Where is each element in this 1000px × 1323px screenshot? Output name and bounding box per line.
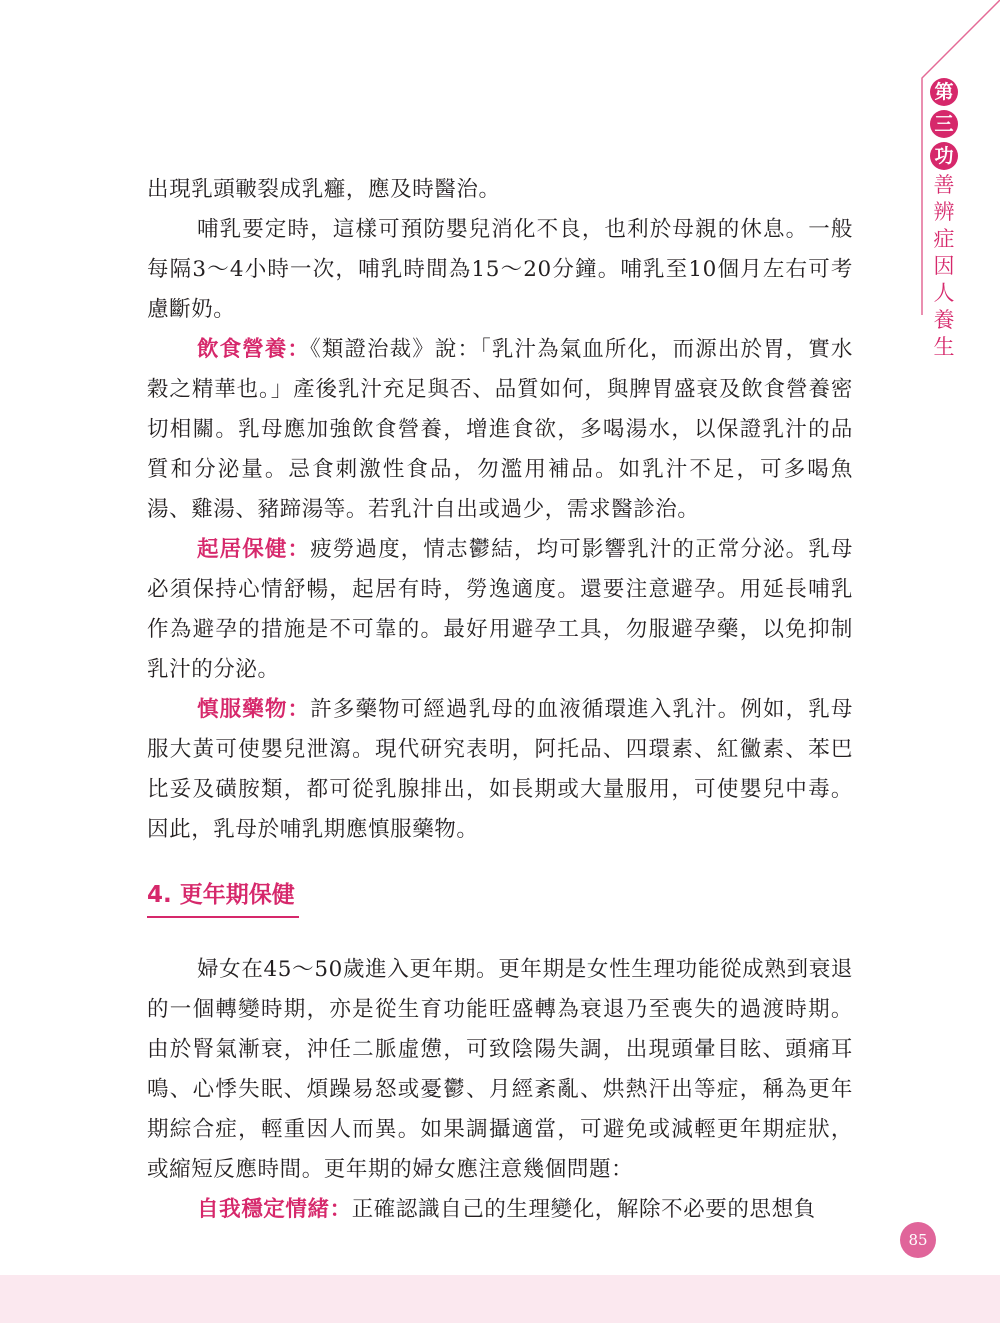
chapter-subtitle-char: 辨: [933, 200, 955, 224]
page-number: 85: [900, 1222, 936, 1258]
paragraph: [147, 530, 853, 690]
chapter-char: 第: [930, 78, 958, 106]
paragraph-text: 婦女在45～50歲進入更年期。更年期是女性生理功能從成熟到衰退的一個轉變時期，亦是從生育功能旺盛轉為衰退乃至喪失的過渡時期。由於腎氣漸衰，沖任二脈虛憊，可致陰陽失調，出現頭暈目眩、頭痛耳鳴、心悸失眠、煩躁易怒或憂鬱、月經紊亂、烘熱汗出等症，稱為更年期綜合症，輕重因人而異。如果調攝適當，可避免或減輕更年期症狀，或縮短反應時間。更年期的婦女應注意幾個問題：: [147, 957, 853, 1182]
paragraph-text: 許多藥物可經過乳母的血液循環進入乳汁。例如，乳母服大黃可使嬰兒泄瀉。現代研究表明，阿托品、四環素、紅黴素、苯巴比妥及磺胺類，都可從乳腺排出，如長期或大量服用，可使嬰兒中毒。因此，乳母於哺乳期應慎服藥物。: [147, 697, 853, 842]
paragraph-text: 正確認識自己的生理變化，解除不必要的思想負: [351, 1197, 816, 1222]
paragraph-text: 出現乳頭皸裂成乳癰，應及時醫治。: [147, 177, 501, 202]
chapter-subtitle-char: 人: [933, 281, 955, 305]
chapter-subtitle-char: 症: [933, 227, 955, 251]
page-body: [147, 170, 853, 1230]
paragraph: [147, 950, 853, 1190]
section-heading: 4. 更年期保健: [147, 880, 299, 918]
chapter-char: 三: [930, 110, 958, 138]
chapter-side-tab: [922, 78, 966, 359]
paragraph-keyword: 自我穩定情緒：: [197, 1197, 352, 1222]
chapter-char: 功: [930, 142, 958, 170]
paragraph-keyword: 慎服藥物：: [197, 697, 311, 722]
paragraph-keyword: 起居保健：: [197, 537, 311, 562]
footer-band: [0, 1275, 1000, 1323]
paragraph-keyword: 飲食營養：: [197, 337, 310, 362]
paragraph: [147, 330, 853, 530]
paragraph: [147, 210, 853, 330]
chapter-subtitle-char: 養: [933, 308, 955, 332]
chapter-subtitle-char: 生: [933, 335, 955, 359]
paragraph: [147, 170, 853, 210]
chapter-subtitle-char: 善: [933, 173, 955, 197]
paragraph: [147, 690, 853, 850]
chapter-subtitle-char: 因: [933, 254, 955, 278]
paragraph-text: 《類證治裁》說：「乳汁為氣血所化，而源出於胃，實水穀之精華也。」產後乳汁充足與否、品質如何，與脾胃盛衰及飲食營養密切相關。乳母應加強飲食營養，增進食欲，多喝湯水，以保證乳汁的品質和分泌量。忌食刺激性食品，勿濫用補品。如乳汁不足，可多喝魚湯、雞湯、豬蹄湯等。若乳汁自出或過少，需求醫診治。: [147, 337, 853, 522]
paragraph-text: 哺乳要定時，這樣可預防嬰兒消化不良，也利於母親的休息。一般每隔3～4小時一次，哺乳時間為15～20分鐘。哺乳至10個月左右可考慮斷奶。: [147, 217, 853, 322]
paragraph: [147, 1190, 853, 1230]
paragraph-text: 疲勞過度，情志鬱結，均可影響乳汁的正常分泌。乳母必須保持心情舒暢，起居有時，勞逸適度。還要注意避孕。用延長哺乳作為避孕的措施是不可靠的。最好用避孕工具，勿服避孕藥，以免抑制乳汁的分泌。: [147, 537, 853, 682]
